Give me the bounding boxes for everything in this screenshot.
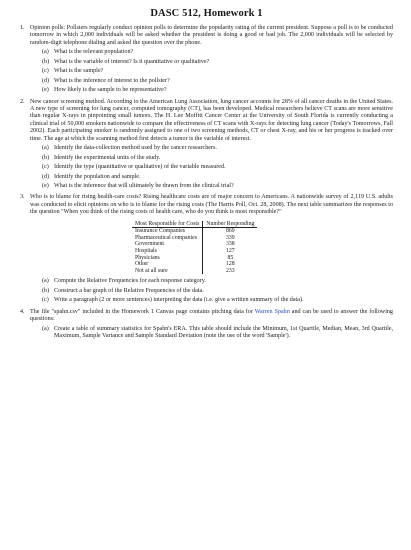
sub-question-list: [30, 145, 393, 190]
sub-question: (c) What is the sample?: [42, 68, 104, 75]
question-text: New cancer screening method. According to the American Lung Association, lung cancer accounts for 28% of all cancer deaths in the United States. A new type of screening for lung cancer, computed tomography (CT), has been developed. Medical researchers believe CT scans are more sensitive than regular X-rays in pinpointing small tumors. The H. Lee Moffitt Cancer Center at the University of South Florida is currently conducting a clinical trial of 50,000 smokers nationwide to compare the effectiveness of CT scans with X-rays for detecting lung cancer (Today's Tomorrows, Fall 2002). Each participating smoker is randomly assigned to one of two screening methods, CT or chest X-ray, and his or her progress is tracked over time. The age at which the scanning method first detects a tumor is the variable of interest.: [30, 98, 393, 142]
question-text: The file "spahn.csv" included in the Homework 1 Canvas page contains pitching data for Warren Spahn and can be used to answer the following questions:: [30, 308, 393, 323]
sub-question: (a) Identify the data-collection method used by the cancer researchers.: [42, 145, 217, 152]
sub-question: (d) Identify the population and sample.: [42, 173, 141, 180]
question-text: Opinion polls: Pollsters regularly conduct opinion polls to determine the popularity rating of the current president. Suppose a poll is to be conducted tomorrow in which 2,000 individuals will be asked whether the president is doing a good or bad job. The 2,000 individuals will be selected by random-digit telephone dialing and asked the question over the phone.: [30, 25, 393, 46]
table-header-row: [132, 221, 257, 228]
sub-question: (b) Construct a bar graph of the Relative Frequencies of the data.: [42, 287, 204, 294]
question-3: [20, 194, 393, 304]
question-number: 2.: [20, 98, 25, 105]
question-number: 3.: [20, 194, 25, 201]
question-number: 1.: [20, 25, 25, 31]
table-row: Government 338: [132, 241, 257, 248]
page-title: DASC 512, Homework 1: [150, 8, 263, 19]
question-4: [20, 309, 393, 341]
sub-question: (c) Identify the type (quantitative or qualitative) of the variable measured.: [42, 164, 226, 171]
sub-question: (e) How likely is the sample to be representative?: [42, 87, 167, 94]
sub-question: (d) What is the inference of interest to the pollster?: [42, 77, 170, 84]
column-header: Most Responsible for Costs: [132, 221, 203, 228]
sub-question: (b) Identify the experimental units of the study.: [42, 154, 161, 161]
table-row: Pharmaceutical companies 339: [132, 235, 257, 242]
table-row: Hospitals 127: [132, 248, 257, 255]
question-text: Who is to blame for rising health-care costs? Rising healthcare costs are of major concern to Americans. A nationwide survey of 2,119 U.S. adults was conducted to elicit opinions on who is to blame for the rising costs (The Harris Poll, Oct. 28, 2008). The next table summarizes the responses to the question "When you think of the rising costs of health care, who do you think is most responsible?": [30, 194, 393, 216]
sub-question: (c) Write a paragraph (2 or more sentences) interpreting the data (i.e. give a written summary of the data).: [42, 297, 304, 304]
sub-question: (a) What is the relevant population?: [42, 49, 134, 56]
responses-table: [132, 221, 257, 275]
sub-question: (a) Compute the Relative Frequencies for each response category.: [42, 278, 206, 285]
question-1: [20, 25, 393, 95]
table-row: Insurance Companies 869: [132, 228, 257, 235]
question-2: [20, 99, 393, 191]
warren-spahn-link[interactable]: Warren Spahn: [254, 308, 290, 315]
table-row: Not at all sure 233: [132, 268, 257, 275]
sub-question: (e) What is the inference that will ultimately be drawn from the clinical trial?: [42, 183, 234, 190]
sub-question-list: [30, 49, 393, 94]
sub-question: (b) What is the variable of interest? Is it quantitative or qualitative?: [42, 58, 210, 65]
sub-question: (a) Create a table of summary statistics for Spahn's ERA. This table should include the Minimum, 1st Quartile, Median, Mean, 3rd Quartile, Maximum, Sample Variance and Sample Standard Deviation (note the use of the word 'Sample').: [42, 325, 393, 340]
table-row: Physicians 85: [132, 255, 257, 262]
column-header: Number Responding: [203, 221, 258, 228]
sub-question-list: [30, 278, 393, 304]
sub-question-list: [30, 326, 393, 341]
question-number: 4.: [20, 308, 25, 315]
table-row: Other 128: [132, 261, 257, 268]
